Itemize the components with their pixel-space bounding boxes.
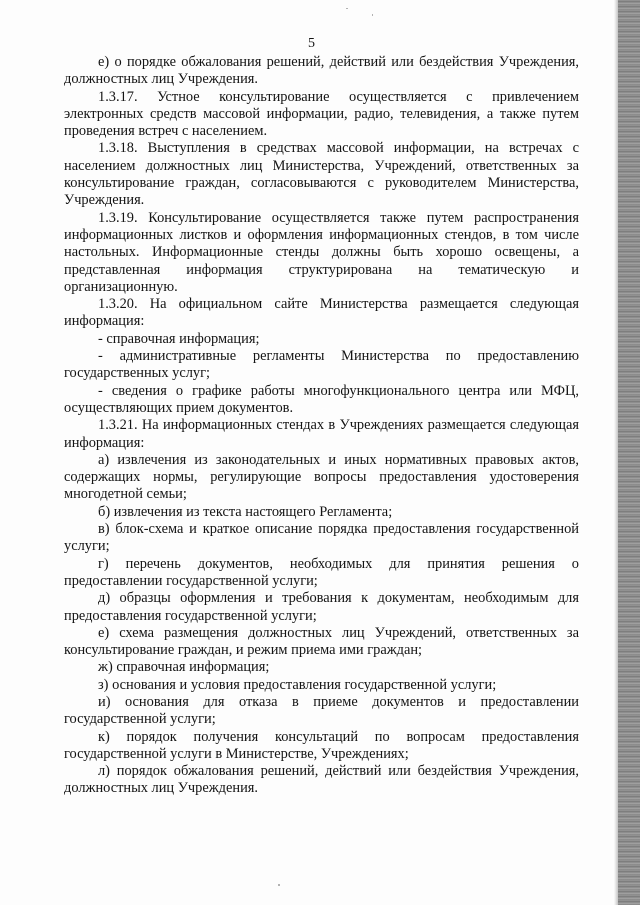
list-item-z: з) основания и условия предоставления государственной услуги; (98, 676, 497, 693)
list-item-l: л) порядок обжалования решений, действий или бездействия Учреждения, должностных лиц Учреждения. (64, 763, 579, 797)
paragraph-1-3-21: 1.3.21. На информационных стендах в Учреждениях размещается следующая информация: (64, 417, 579, 451)
list-item-i: и) основания для отказа в приеме документов и предоставлении государственной услуги; (64, 693, 579, 728)
list-item-k: к) порядок получения консультаций по вопросам предоставления государственной услуги в Министерстве, Учреждениях; (64, 728, 579, 762)
paragraph-1-3-20: 1.3.20. На официальном сайте Министерства размещается следующая информация: (64, 296, 579, 330)
paragraph-1-3-18: 1.3.18. Выступления в средствах массовой информации, на встречах с населением должностных лиц Министерства, Учреждений, ответственных за консультирование граждан, согласовываются с руководителем Министерства, Учреждения. (64, 140, 579, 209)
scan-speck (278, 884, 280, 886)
scan-speck (372, 14, 373, 16)
paragraph-e-appeal: е) о порядке обжалования решений, действий или бездействия Учреждения, должностных лиц Учреждения. (64, 54, 579, 88)
list-item-a: а) извлечения из законодательных и иных нормативных правовых актов, содержащих нормы, регулирующие вопросы предоставления удостоверения многодетной семьи; (64, 451, 579, 503)
scan-edge-shadow (618, 0, 640, 905)
list-item-admin-regulations: - административные регламенты Министерства по предоставлению государственных услуг; (64, 348, 579, 382)
list-item-e: е) схема размещения должностных лиц Учреждений, ответственных за консультирование граждан, и режим приема ими граждан; (64, 624, 579, 659)
paragraph-1-3-17: 1.3.17. Устное консультирование осуществляется с привлечением электронных средств массовой информации, радио, телевидения, а также путем проведения встреч с населением. (64, 88, 579, 140)
list-item-reference-info: - справочная информация; (98, 330, 260, 347)
page-number: 5 (308, 36, 315, 51)
list-item-mfc-schedule: - сведения о графике работы многофункционального центра или МФЦ, осуществляющих прием документов. (64, 382, 579, 416)
list-item-zh: ж) справочная информация; (98, 659, 270, 676)
scan-speck (346, 8, 348, 9)
list-item-v: в) блок-схема и краткое описание порядка предоставления государственной услуги; (64, 521, 579, 555)
list-item-d: д) образцы оформления и требования к документам, необходимым для предоставления государственной услуги; (64, 590, 579, 624)
paragraph-1-3-19: 1.3.19. Консультирование осуществляется также путем распространения информационных листков и оформления информационных стендов, в том числе настольных. Информационные стенды должны быть хорошо освещены, а представленная информация структурирована на тематическую и организационную. (64, 209, 579, 295)
document-body (64, 54, 579, 798)
list-item-b: б) извлечения из текста настоящего Регламента; (98, 503, 393, 520)
list-item-g: г) перечень документов, необходимых для принятия решения о предоставлении государственной услуги; (64, 555, 579, 589)
